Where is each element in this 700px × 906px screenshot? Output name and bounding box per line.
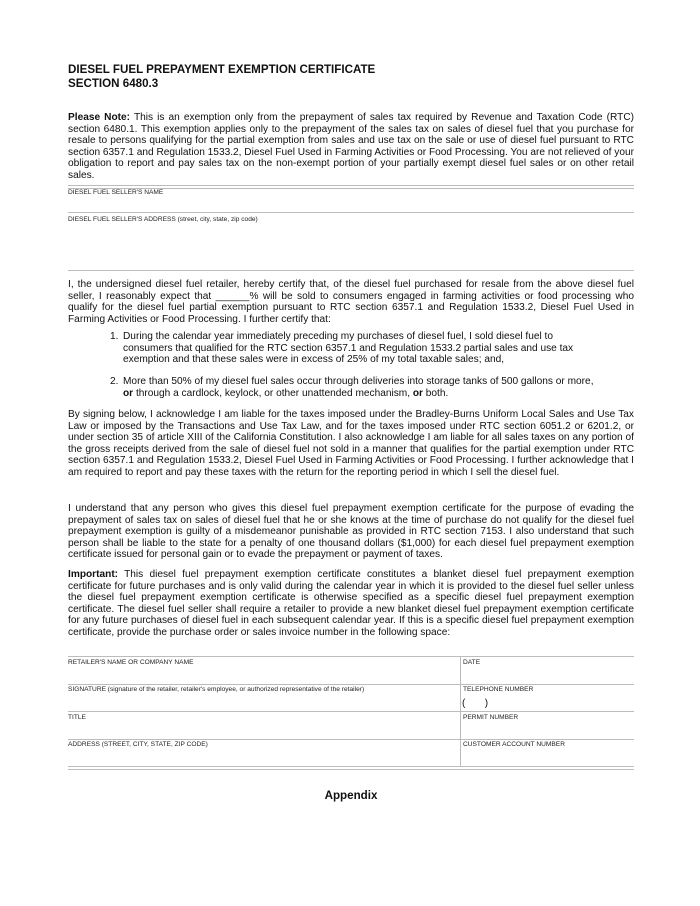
title-line-1: DIESEL FUEL PREPAYMENT EXEMPTION CERTIFICATE	[68, 63, 376, 76]
customer-account-label: CUSTOMER ACCOUNT NUMBER	[463, 741, 565, 748]
list-bold-or: or	[412, 387, 423, 399]
title-label: TITLE	[68, 714, 86, 721]
please-note-label: Please Note:	[68, 112, 131, 123]
seller-address-label: DIESEL FUEL SELLER'S ADDRESS (street, city, state, zip code)	[68, 216, 258, 223]
important-paragraph	[68, 569, 634, 638]
please-note-paragraph	[68, 112, 634, 181]
seller-name-label: DIESEL FUEL SELLER'S NAME	[68, 189, 164, 196]
title-line-2: SECTION 6480.3	[68, 77, 159, 90]
retailer-name-label: RETAILER'S NAME OR COMPANY NAME	[68, 659, 194, 666]
date-label: DATE	[463, 659, 481, 666]
list-item-text: During the calendar year immediately preceding my purchases of diesel fuel, I sold diesel fuel to consumers that qualified for the RTC section 6357.1 and Regulation 1533.2 partial sales and use tax exemption and that these sales were in excess of 25% of my total taxable sales; and,	[123, 331, 574, 366]
please-note-text: This is an exemption only from the prepayment of sales tax required by Revenue and Taxation Code (RTC) section 6480.1. This exemption applies only to the prepayment of the sales tax on sales of diesel fuel that you purchase for resale to persons qualifying for the partial exemption from sales and use tax on the sale or use of diesel fuel pursuant to RTC section 6357.1 and Regulation 1533.2, Diesel Fuel Used in Farming Activities or Food Processing. You are not relieved of your obligation to report and pay sales tax on the non-exempt portion of your partially exempt diesel fuel sales or on other retail sales.	[68, 112, 635, 181]
certify-paragraph: I, the undersigned diesel fuel retailer, hereby certify that, of the diesel fuel purchased for resale from the above diesel fuel seller, I reasonably expect that ______% will be sold to consumers engaged in farming activities or food processing who qualify for the diesel fuel partial exemption pursuant to RTC section 6357.1 and Regulation 1533.2, Diesel Fuel Used in Farming Activities or Food Processing. I further certify that:	[68, 279, 634, 325]
seller-name-field[interactable]	[68, 212, 634, 213]
list-bold-or: or	[123, 387, 134, 399]
signature-label: SIGNATURE (signature of the retailer, retailer's employee, or authorized representative of the retailer)	[68, 686, 365, 693]
address-field[interactable]	[68, 766, 634, 770]
understand-paragraph: I understand that any person who gives this diesel fuel prepayment exemption certificate for the purpose of evading the prepayment of sales tax on sales of diesel fuel that he or she knows at the time of purchase do not qualify for the diesel fuel prepayment exemption is guilty of a misdemeanor punishable as provided in RTC section 7153. I also understand that such person shall be liable to the state for a penalty of one thousand dollars ($1,000) for each diesel fuel prepayment exemption certificate issued for personal gain or to evade the prepayment or payment of taxes.	[68, 503, 634, 561]
important-text: This diesel fuel prepayment exemption certificate constitutes a blanket diesel fuel prepayment exemption certificate for future purchases and is only valid during the calendar year in which it is provided to the diesel fuel seller unless the diesel fuel prepayment exemption certificate is otherwise specified as a specific diesel fuel prepayment exemption certificate. The diesel fuel seller shall require a retailer to provide a new blanket diesel fuel prepayment exemption certificate for any future purchases of diesel fuel in each subsequent calendar year. If this is a specific diesel fuel prepayment exemption certificate, provide the purchase order or sales invoice number in the following space:	[68, 569, 634, 638]
seller-address-field[interactable]	[68, 270, 634, 271]
list-item	[110, 331, 596, 366]
telephone-area-code[interactable]: ( )	[462, 698, 489, 709]
permit-number-label: PERMIT NUMBER	[463, 714, 519, 721]
form-top-rule	[68, 656, 634, 657]
list-item-text	[110, 376, 596, 399]
list-text-part: More than 50% of my diesel fuel sales occur through deliveries into storage tanks of 500 gallons or more,	[123, 376, 594, 387]
important-label: Important:	[68, 569, 119, 580]
page-title	[68, 63, 375, 91]
list-text-part: through a cardlock, keylock, or other unattended mechanism,	[133, 387, 413, 399]
list-text-part: both.	[422, 387, 449, 399]
retailer-name-field[interactable]	[68, 684, 634, 685]
title-field[interactable]	[68, 739, 634, 740]
list-item	[110, 376, 596, 399]
telephone-label: TELEPHONE NUMBER	[463, 686, 534, 693]
signing-paragraph: By signing below, I acknowledge I am liable for the taxes imposed under the Bradley-Burns Uniform Local Sales and Use Tax Law or imposed by the Transactions and Use Tax Law, and for the taxes imposed under RTC section 6051.2 or 6201.2, or under section 35 of article XIII of the California Constitution. I also acknowledge I am liable for all sales taxes on any portion of the gross receipts derived from the sale of diesel fuel not sold in a manner that qualifies for the partial exemption under RTC section 6357.1 and Regulation 1533.2, Diesel Fuel Used in Farming Activities or Food Processing. I further acknowledge that I am required to report and pay these taxes with the return for the reporting period in which I sell the diesel fuel.	[68, 409, 634, 478]
list-item-number: 1.	[110, 331, 119, 342]
address-label: ADDRESS (STREET, CITY, STATE, ZIP CODE)	[68, 741, 208, 748]
list-item-number: 2.	[110, 376, 119, 387]
appendix-label: Appendix	[324, 789, 378, 802]
signature-field[interactable]	[68, 711, 634, 712]
